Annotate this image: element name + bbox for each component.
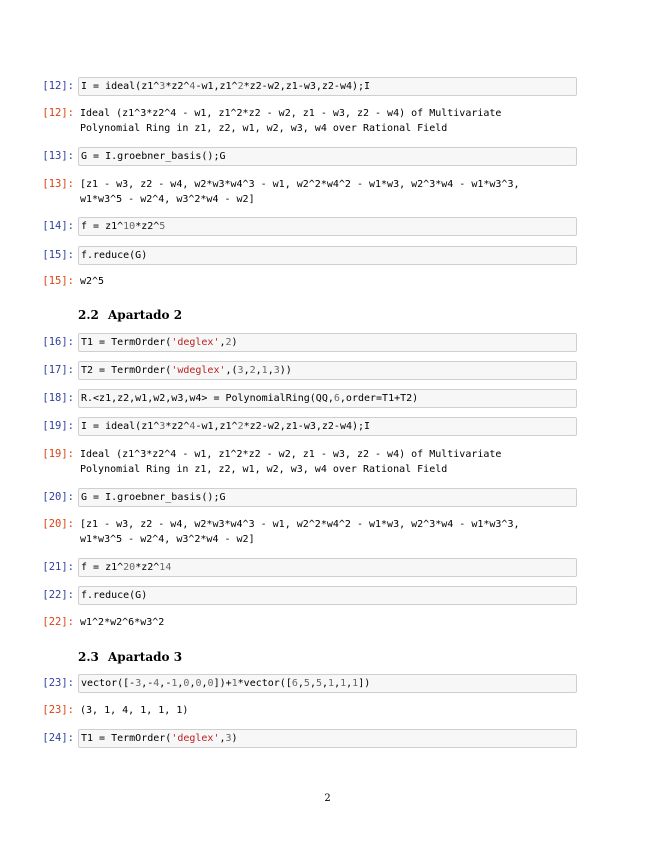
output-line: Polynomial Ring in z1, z2, w1, w2, w3, w4 over Rational Field	[80, 464, 448, 475]
section-title: Apartado 3	[108, 650, 183, 664]
code-box[interactable]	[78, 586, 577, 605]
output-line: w2^5	[80, 276, 105, 287]
input-prompt: [14]:	[42, 220, 74, 232]
code-line: f = z1^10*z2^5	[81, 221, 166, 232]
code-line: f.reduce(G)	[81, 250, 148, 261]
section-number: 2.3	[78, 650, 99, 664]
input-prompt: [12]:	[42, 80, 74, 92]
input-prompt: [13]:	[42, 150, 74, 162]
output-prompt: [13]:	[42, 178, 74, 190]
section-heading	[78, 650, 182, 664]
output-line: Ideal (z1^3*z2^4 - w1, z1^2*z2 - w2, z1 - w3, z2 - w4) of Multivariate	[80, 449, 502, 460]
input-prompt: [15]:	[42, 249, 74, 261]
code-line: I = ideal(z1^3*z2^4-w1,z1^2*z2-w2,z1-w3,z2-w4);I	[81, 421, 371, 432]
code-line: f = z1^20*z2^14	[81, 562, 172, 573]
input-prompt: [16]:	[42, 336, 74, 348]
output-line: w1*w3^5 - w2^4, w3^2*w4 - w2]	[80, 194, 255, 205]
page-number: 2	[324, 793, 331, 804]
input-prompt: [23]:	[42, 677, 74, 689]
input-prompt: [18]:	[42, 392, 74, 404]
output-line: Ideal (z1^3*z2^4 - w1, z1^2*z2 - w2, z1 - w3, z2 - w4) of Multivariate	[80, 108, 502, 119]
section-heading	[78, 308, 182, 322]
code-line: T2 = TermOrder('wdeglex',(3,2,1,3))	[81, 365, 292, 376]
output-prompt: [19]:	[42, 448, 74, 460]
code-line: I = ideal(z1^3*z2^4-w1,z1^2*z2-w2,z1-w3,z2-w4);I	[81, 81, 371, 92]
code-line: T1 = TermOrder('deglex',3)	[81, 733, 238, 744]
input-prompt: [22]:	[42, 589, 74, 601]
output-prompt: [20]:	[42, 518, 74, 530]
output-line: Polynomial Ring in z1, z2, w1, w2, w3, w4 over Rational Field	[80, 123, 448, 134]
code-line: R.<z1,z2,w1,w2,w3,w4> = PolynomialRing(QQ,6,order=T1+T2)	[81, 393, 419, 404]
input-prompt: [24]:	[42, 732, 74, 744]
code-line: T1 = TermOrder('deglex',2)	[81, 337, 238, 348]
output-line: w1*w3^5 - w2^4, w3^2*w4 - w2]	[80, 534, 255, 545]
code-line: G = I.groebner_basis();G	[81, 492, 226, 503]
input-prompt: [21]:	[42, 561, 74, 573]
input-prompt: [19]:	[42, 420, 74, 432]
section-title: Apartado 2	[108, 308, 183, 322]
code-line: f.reduce(G)	[81, 590, 148, 601]
output-line: (3, 1, 4, 1, 1, 1)	[80, 705, 189, 716]
code-line: vector([-3,-4,-1,0,0,0])+1*vector([6,5,5,1,1,1])	[81, 678, 371, 689]
output-line: w1^2*w2^6*w3^2	[80, 617, 165, 628]
code-line: G = I.groebner_basis();G	[81, 151, 226, 162]
output-prompt: [23]:	[42, 704, 74, 716]
output-prompt: [15]:	[42, 275, 74, 287]
output-line: [z1 - w3, z2 - w4, w2*w3*w4^3 - w1, w2^2*w4^2 - w1*w3, w2^3*w4 - w1*w3^3,	[80, 179, 520, 190]
section-number: 2.2	[78, 308, 99, 322]
output-line: [z1 - w3, z2 - w4, w2*w3*w4^3 - w1, w2^2*w4^2 - w1*w3, w2^3*w4 - w1*w3^3,	[80, 519, 520, 530]
code-box[interactable]	[78, 246, 577, 265]
output-prompt: [12]:	[42, 107, 74, 119]
input-prompt: [20]:	[42, 491, 74, 503]
output-prompt: [22]:	[42, 616, 74, 628]
input-prompt: [17]:	[42, 364, 74, 376]
